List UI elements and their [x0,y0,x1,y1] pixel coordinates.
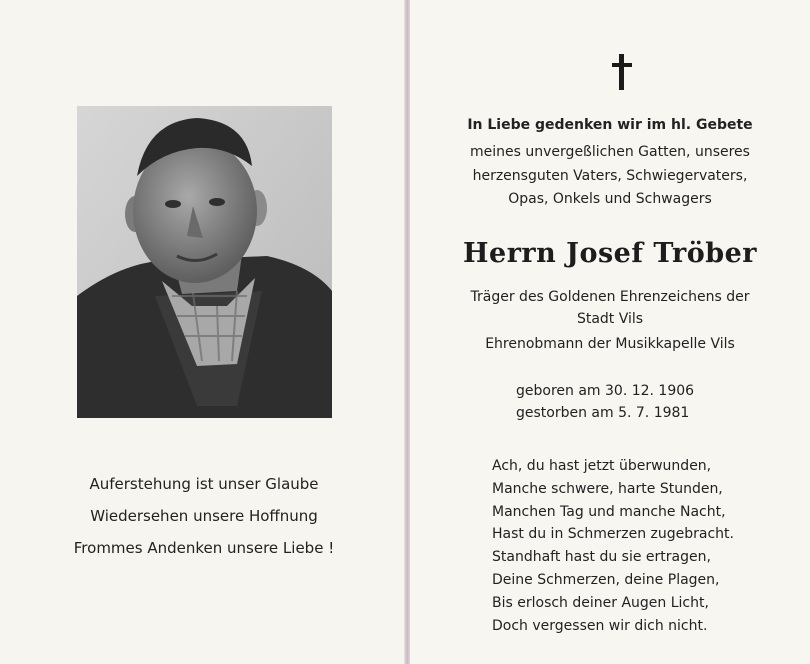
poem-line: Doch vergessen wir dich nicht. [492,617,708,634]
verse-line: Frommes Andenken unsere Liebe ! [73,539,335,557]
death-date: gestorben am 5. 7. 1981 [516,405,690,421]
honors-line: Stadt Vils [576,311,644,327]
poem-line: Standhaft hast du sie ertragen, [492,549,711,566]
poem-line: Hast du in Schmerzen zugebracht. [492,526,734,543]
intro-text [410,141,810,212]
office-text: Ehrenobmann der Musikkapelle Vils [485,336,735,352]
verse-line: Auferstehung ist unser Glaube [89,475,319,493]
intro-heading: In Liebe gedenken wir im hl. Gebete [467,117,753,133]
honors-line: Träger des Goldenen Ehrenzeichens der [470,289,750,305]
poem-line: Deine Schmerzen, deine Plagen, [492,571,720,588]
honors-text [410,286,810,330]
poem-line: Ach, du hast jetzt überwunden, [492,458,712,474]
intro-line: meines unvergeßlichen Gatten, unseres [470,144,750,160]
poem-line: Bis erlosch deiner Augen Licht, [492,594,709,611]
left-page-verse [52,468,356,564]
intro-line: herzensguten Vaters, Schwiegervaters, [472,167,748,184]
birth-date: geboren am 30. 12. 1906 [516,383,695,399]
intro-line: Opas, Onkels und Schwagers [508,191,712,207]
deceased-name: Herrn Josef Tröber [463,238,757,269]
poem-line: Manchen Tag und manche Nacht, [492,503,726,520]
poem-line: Manche schwere, harte Stunden, [492,480,723,497]
portrait-photo [77,106,332,418]
memorial-poem [492,455,782,637]
cross-icon [608,52,636,92]
verse-line: Wiedersehen unsere Hoffnung [90,507,318,525]
life-dates [516,380,694,424]
